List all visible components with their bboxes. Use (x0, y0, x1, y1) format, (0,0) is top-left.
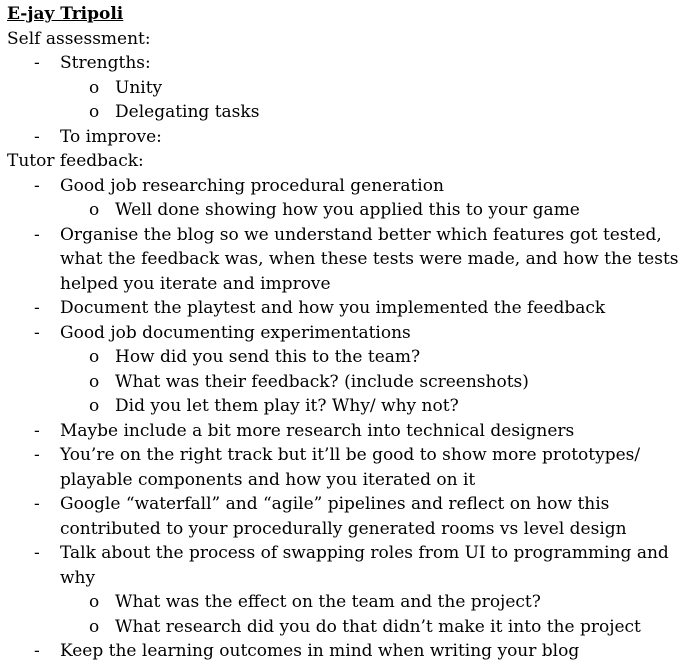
circle-bullet: o (89, 77, 100, 98)
circle-bullet: o (89, 592, 100, 612)
sub-list-item (7, 100, 681, 125)
circle-bullet: o (89, 616, 100, 637)
list-item-text: Good job documenting experimentations (60, 322, 411, 343)
list-item-text: To improve: (60, 126, 162, 147)
list-item (7, 223, 681, 297)
sections (7, 27, 681, 664)
dash-bullet: - (34, 543, 40, 563)
circle-bullet: o (89, 371, 100, 392)
sub-list-item-text: Did you let them play it? Why/ why not? (115, 396, 459, 416)
sub-list-item (7, 615, 681, 640)
sub-list-item-text: Unity (115, 77, 163, 98)
list-item-text: Document the playtest and how you implemented the feedback (60, 298, 606, 318)
list-item (7, 443, 681, 492)
list-item-text: You’re on the right track but it’ll be good to show more prototypes/ playable components and how you iterated on it (60, 445, 641, 490)
list-item-text: Keep the learning outcomes in mind when writing your blog (60, 641, 580, 661)
sub-list-item (7, 370, 681, 395)
section-heading: Self assessment: (7, 28, 151, 49)
dash-bullet: - (34, 322, 40, 343)
section-heading: Tutor feedback: (7, 151, 144, 171)
list-item-text: Maybe include a bit more research into technical designers (60, 420, 575, 441)
list-item (7, 639, 681, 664)
sub-list-item (7, 198, 681, 223)
sub-list-item (7, 345, 681, 370)
sub-list-item-text: What was the effect on the team and the project? (115, 592, 541, 612)
sub-list-item (7, 76, 681, 101)
list-item-text: Google “waterfall” and “agile” pipelines and reflect on how this contributed to your procedurally generated rooms vs level design (60, 494, 627, 539)
list-item-text: Strengths: (60, 53, 151, 73)
circle-bullet: o (89, 347, 100, 367)
dash-bullet: - (34, 641, 40, 661)
dash-bullet: - (34, 53, 40, 73)
list-item (7, 174, 681, 199)
list-item (7, 419, 681, 444)
sub-list-item-text: Well done showing how you applied this to your game (115, 200, 580, 220)
sub-list-item (7, 394, 681, 419)
list-item (7, 125, 681, 150)
sub-list-item-text: Delegating tasks (115, 102, 260, 122)
dash-bullet: - (34, 494, 40, 514)
dash-bullet: - (34, 420, 40, 441)
list-item (7, 321, 681, 346)
list-item (7, 492, 681, 541)
dash-bullet: - (34, 126, 40, 147)
document-title: E-jay Tripoli (7, 4, 124, 24)
sub-list-item (7, 590, 681, 615)
sub-list-item-text: How did you send this to the team? (115, 347, 421, 367)
circle-bullet: o (89, 102, 100, 122)
dash-bullet: - (34, 175, 40, 196)
sub-list-item-text: What was their feedback? (include screenshots) (115, 371, 529, 392)
list-item-text: Talk about the process of swapping roles from UI to programming and why (60, 543, 669, 588)
circle-bullet: o (89, 396, 100, 416)
dash-bullet: - (34, 224, 40, 245)
list-item (7, 51, 681, 76)
list-item-text: Organise the blog so we understand better which features got tested, what the feedback was, when these tests were made, and how the tests helped you iterate and improve (60, 224, 679, 294)
dash-bullet: - (34, 445, 40, 465)
dash-bullet: - (34, 298, 40, 318)
sub-list-item-text: What research did you do that didn’t make it into the project (115, 616, 641, 637)
list-item (7, 541, 681, 590)
circle-bullet: o (89, 200, 100, 220)
list-item-text: Good job researching procedural generation (60, 175, 444, 196)
list-item (7, 296, 681, 321)
